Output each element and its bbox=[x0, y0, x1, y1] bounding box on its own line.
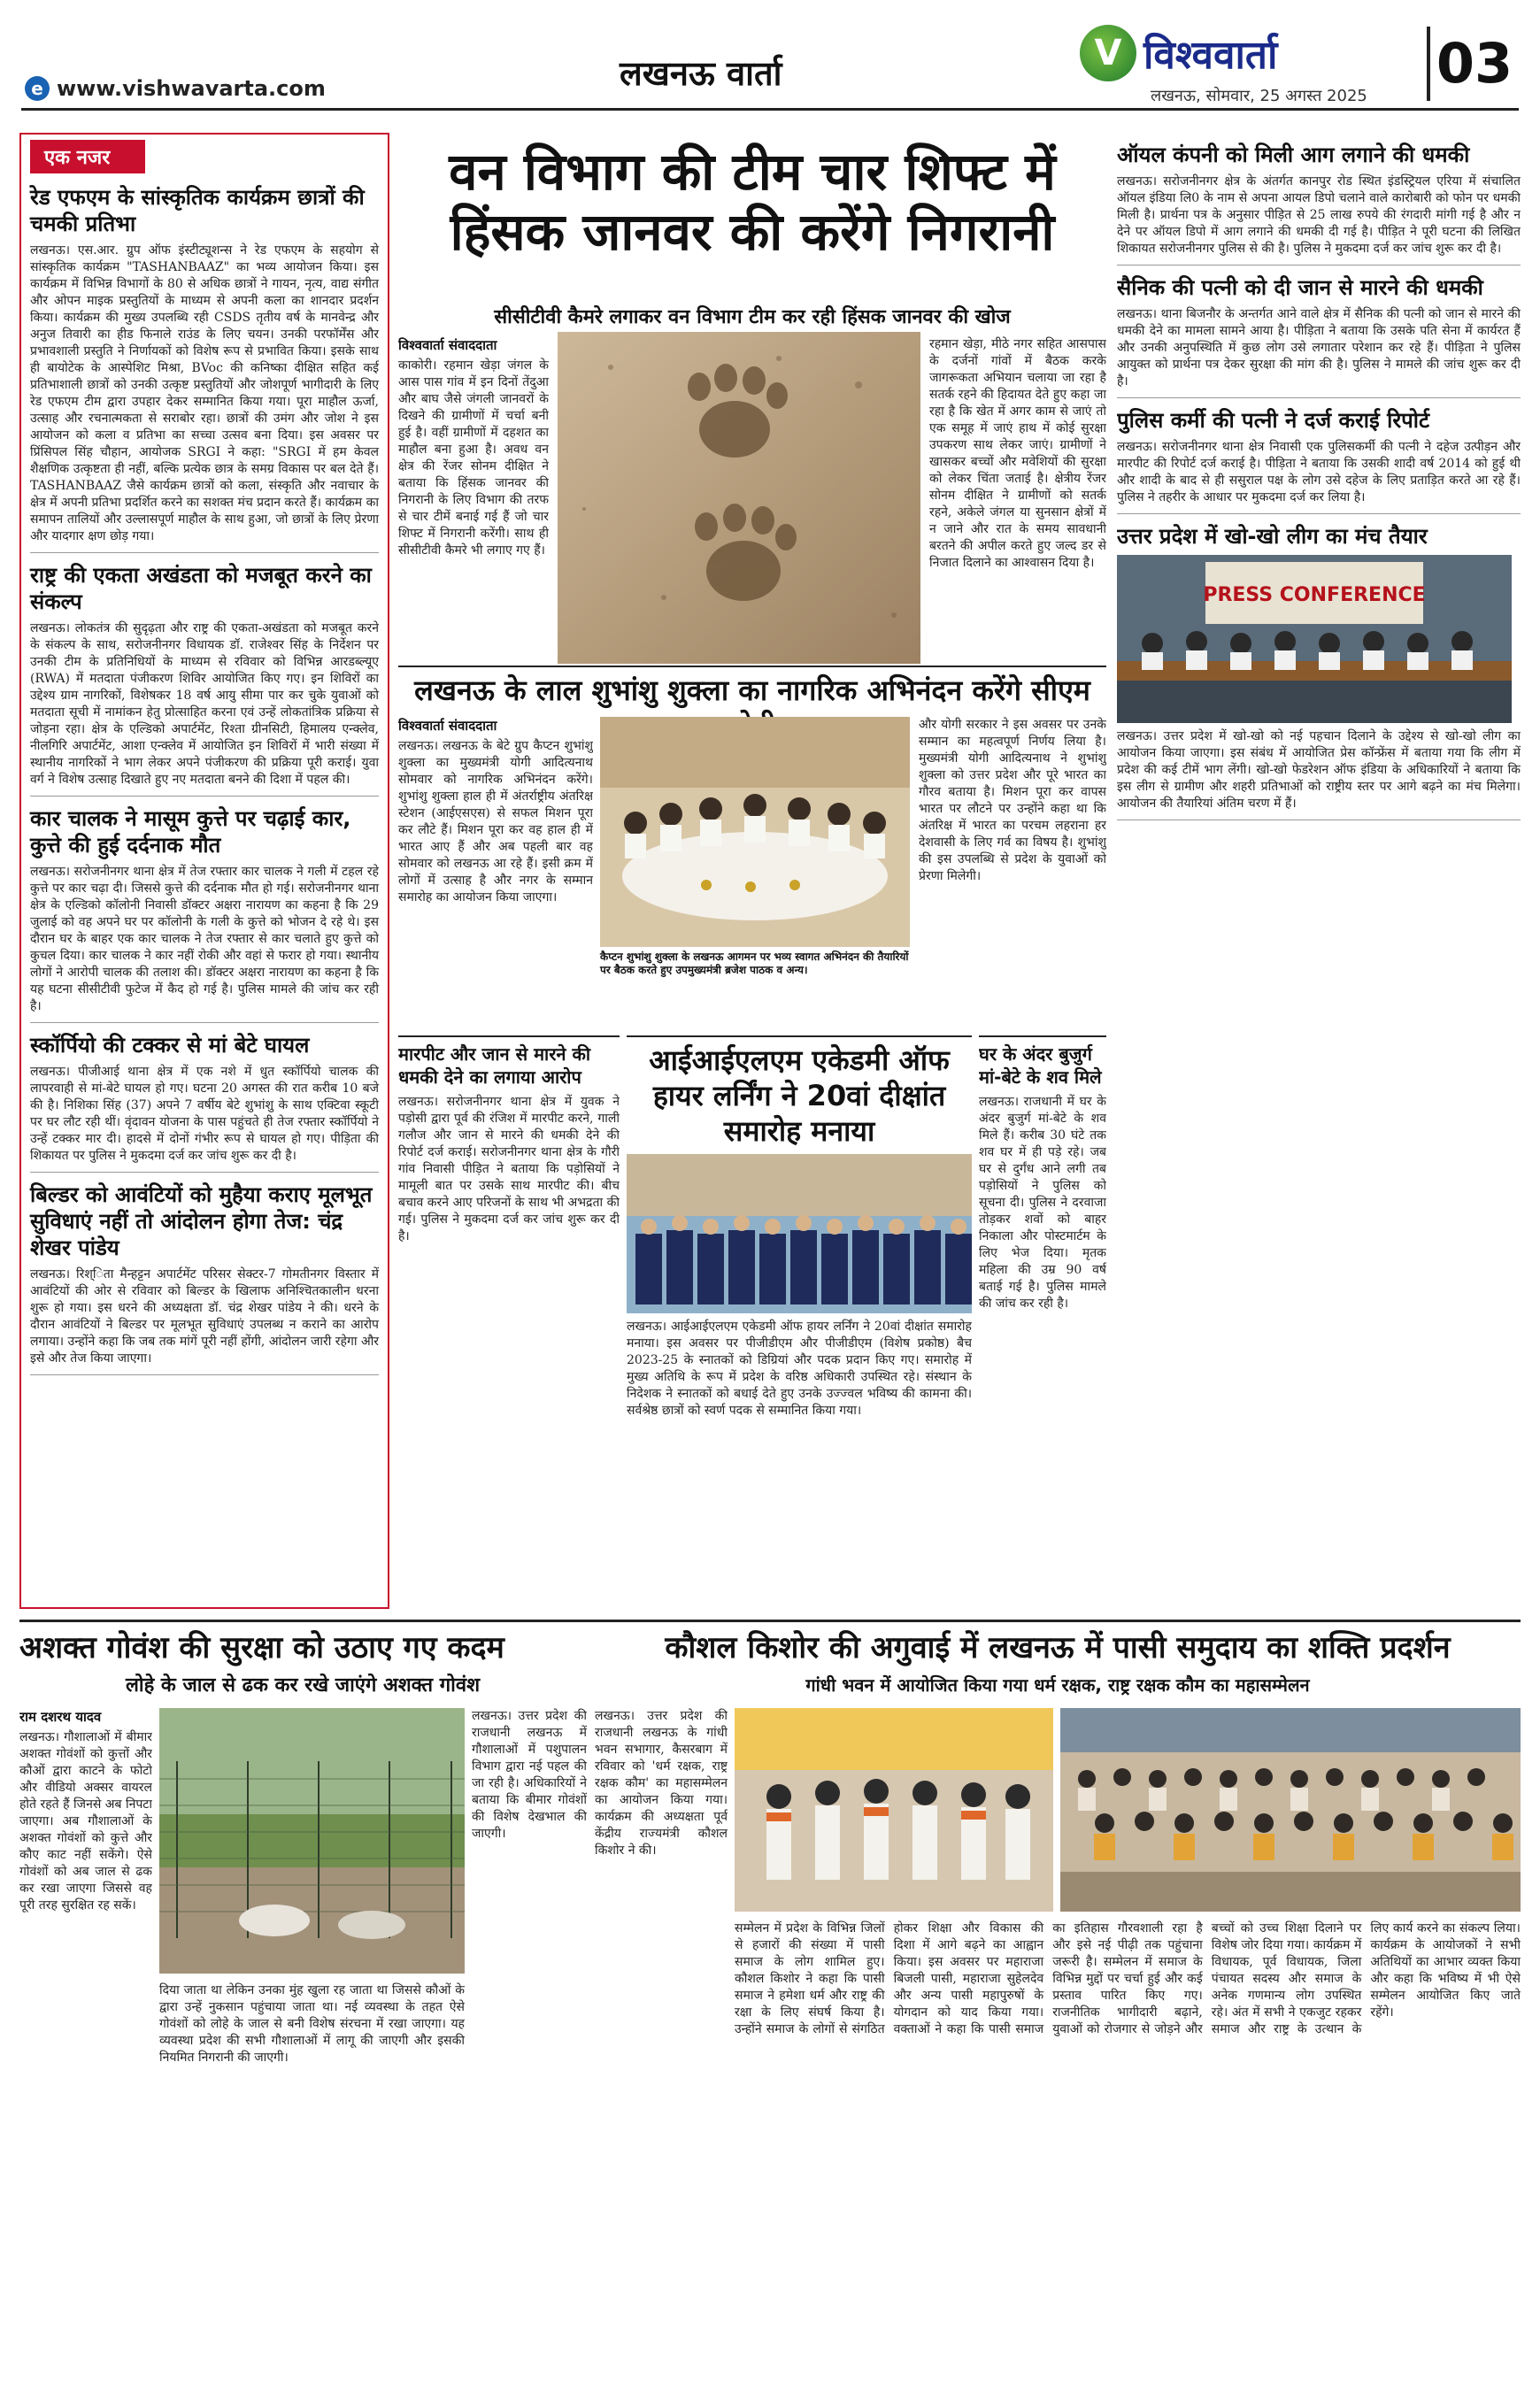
lead-subheadline: सीसीटीवी कैमरे लगाकर वन विभाग टीम कर रही हिंसक जानवर की खोज bbox=[494, 306, 1011, 328]
gauvansh-text-mid: दिया जाता था लेकिन उनका मुंह खुला रह जाता था जिससे कौओं के द्वारा उन्हें नुकसान पहुंचाया जाता था। नई व्यवस्था के तहत ऐसे गोवंशों को लोहे के जाल से बनी विशेष संरचना में रखा जाएगा। यह व्यवस्था प्रदेश की सभी गौशालाओं में लागू की जाएगी और इसकी नियमित निगरानी की जाएगी। bbox=[159, 1983, 465, 2065]
meeting-caption: कैप्टन शुभांशु शुक्ला के लखनऊ आगमन पर भव्य स्वागत अभिनंदन की तैयारियों पर बैठक करते हुए उपमुख्यमंत्री ब्रजेश पाठक व अन्य। bbox=[600, 950, 909, 976]
dateline: लखनऊ, सोमवार, 25 अगस्त 2025 bbox=[1151, 87, 1367, 105]
masthead-rule bbox=[21, 108, 1519, 111]
press-conference-photo bbox=[1117, 555, 1512, 723]
ek-nazar-column bbox=[19, 133, 389, 1609]
pugmark-image bbox=[558, 332, 920, 664]
brief-headline: कार चालक ने मासूम कुत्ते पर चढ़ाई कार, कुत्ते की हुई दर्दनाक मौत bbox=[30, 806, 351, 858]
gauvansh-body-right bbox=[472, 1708, 587, 2389]
site-url-text[interactable]: www.vishwavarta.com bbox=[57, 76, 326, 101]
cow-shelter-image bbox=[159, 1708, 465, 1974]
brief-body: लखनऊ। एस.आर. ग्रुप ऑफ इंस्टीट्यूशन्स ने रेड एफएम के सहयोग से सांस्कृतिक कार्यक्रम "TASHANBAAZ" का भव्य आयोजन किया। इस कार्यक्रम में विभिन्न विभागों के 80 से अधिक छात्रों ने गायन, नृत्य, वाद्य संगीत और ओपन माइक प्रस्तुतियों के माध्यम से अपनी कला का शानदार प्रदर्शन किया। कार्यक्रम की मुख्य उपलब्धि रही CSDS तृतीय वर्ष के मानवेन्द्र और अनुज तिवारी का हीड फिनाले राउंड के लिए चयन। उनकी परफॉर्मेंस और प्रभावशाली प्रस्तुति ने निर्णायकों को विशेष रूप से प्रभावित किया। इसके साथ ही बायोटेक के आस्पेशिट मिश्रा, BVoc की कनिष्का दीक्षित सहित कई प्रतिभाशाली छात्रों को उनकी उत्कृष्ट प्रस्तुतियों और जोशपूर्ण भागीदारी के लिए रेड एफएम टीम द्वारा उपहार देकर सम्मानित किया गया। पूरा माहौल ऊर्जा, उत्साह और रचनात्मकता से सराबोर रहा। छात्रों की उमंग और जोश ने इस आयोजन को कला व प्रतिभा का सच्चा उत्सव बना दिया। इस अवसर पर प्रिंसिपल सिंह चौहान, आयोजक SRGI ने कहा: "SRGI में हम केवल शैक्षणिक उत्कृष्टता ही नहीं, बल्कि प्रत्येक छात्र के समग्र विकास पर बल देते हैं। TASHANBAAZ जैसे कार्यक्रम छात्रों को कला, संस्कृति और नवाचार के क्षेत्र में अपनी प्रतिभा प्रदर्शित करने का सशक्त मंच प्रदान करते हैं। कार्यक्रम का समापन तालियों और उल्लासपूर्ण माहौल के साथ हुआ, जो छात्रों के लिए प्रेरणा और यादगार क्षण छोड़ गया। bbox=[30, 243, 379, 543]
gauvansh-text-right: लखनऊ। उत्तर प्रदेश की राजधानी लखनऊ में गौशालाओं में पशुपालन विभाग द्वारा नई पहल की जा रही है। अधिकारियों ने बताया कि बीमार गोवंशों की विशेष देखभाल की जाएगी। bbox=[472, 1709, 587, 1841]
brief-rashtra bbox=[30, 562, 379, 796]
brief-body: लखनऊ। सरोजनीनगर थाना क्षेत्र में तेज रफ्तार कार चालक ने गली में टहल रहे कुत्ते पर कार चढ़ा दी। जिससे कुत्ते की दर्दनाक मौत हो गई। सरोजनीनगर थाना क्षेत्र के एल्डिको कॉलोनी निवासी डॉक्टर अक्षरा नारायण का कहना है कि 29 जुलाई को वह अपने घर पर कॉलोनी के गली के कुत्ते को भोजन दे रहे थे। इस दौरान घर के बाहर एक कार चालक ने तेज रफ्तार से कार चलाते हुए कुत्ते को कुचल दिया। कार चालक ने कार नहीं रोकी और वहां से फरार हो गया। स्थानीय लोगों ने आरोपी चालक की तलाश की। डॉक्टर अक्षरा नारायण का कहना है कि यह घटना सीसीटीवी फुटेज में कैद हो गई है। पुलिस मामले की जांच कर रही है। bbox=[30, 865, 379, 1013]
story-headline: सैनिक की पत्नी को दी जान से मारने की धमकी bbox=[1117, 275, 1483, 300]
pasi-stage-photo bbox=[735, 1708, 1053, 1912]
iilm-headline: आईआईएलएम एकेडमी ऑफ हायर लर्निंग ने 20वां दीक्षांत समारोह मनाया bbox=[649, 1043, 950, 1148]
brief-redfm bbox=[30, 184, 379, 553]
site-url[interactable] bbox=[25, 76, 326, 101]
browser-e-icon: e bbox=[25, 76, 50, 101]
lead-text-left: काकोरी। रहमान खेड़ा जंगल के आस पास गांव में इन दिनों तेंदुआ और बाघ जैसे जंगली जानवरों के दिखने की ग्रामीणों में चर्चा बनी हुई है। वहीं ग्रामीणों में दहशत का माहौल बना हुआ है। अवध वन क्षेत्र की रेंजर सोनम दीक्षित ने बताया कि हिंसक जानवर की निगरानी के लिए विभाग की तरफ से चार टीमें बनाई गई हैं जो चार शिफ्ट में निगरानी करेंगी। साथ ही सीसीटीवी कैमरे भी लगाए गए हैं। bbox=[398, 358, 549, 558]
pasi-text-left: लखनऊ। उत्तर प्रदेश की राजधानी लखनऊ के गांधी भवन सभागार, कैसरबाग में रविवार को 'धर्म रक्षक, राष्ट्र रक्षक कौम' का महासम्मेलन का आयोजन किया गया। कार्यक्रम की अध्यक्षता पूर्व केंद्रीय राज्यमंत्री कौशल किशोर ने की। bbox=[595, 1709, 728, 1858]
maarpeet-body: लखनऊ। सरोजनीनगर थाना क्षेत्र में युवक ने पड़ोसी द्वारा पूर्व की रंजिश में मारपीट करने, गाली गलौज और जान से मारने की धमकी देने की रिपोर्ट दर्ज कराई। सरोजनीनगर थाना क्षेत्र के गौरी गांव निवासी पीड़ित ने बताया कि पड़ोसियों ने मामूली बात पर उसके साथ मारपीट की। बीच बचाव करने आए परिजनों के साथ भी अभद्रता की गई। पुलिस ने मुकदमा दर्ज कर जांच शुरू कर दी है। bbox=[398, 1095, 620, 1243]
page-number: 03 bbox=[1427, 27, 1519, 101]
gauvansh-body-mid bbox=[159, 1982, 465, 2389]
ek-nazar-tag: एक नजर bbox=[30, 140, 145, 173]
shubhanshu-body-left bbox=[398, 717, 593, 1027]
gauvansh-body-left bbox=[19, 1708, 152, 2389]
pasi-body-columns bbox=[735, 1920, 1521, 2389]
logo bbox=[1080, 25, 1277, 81]
story-body: लखनऊ। उत्तर प्रदेश में खो-खो को नई पहचान दिलाने के उद्देश्य से खो-खो लीग का आयोजन किया जाएगा। इस संबंध में आयोजित प्रेस कॉन्फ्रेंस में बताया गया कि लीग में प्रदेश की कई टीमें भाग लेंगी। खो-खो फेडरेशन ऑफ इंडिया के अधिकारियों ने बताया कि इस लीग से ग्रामीण और शहरी प्रतिभाओं को राष्ट्रीय स्तर पर आगे बढ़ने का मंच मिलेगा। आयोजन की तैयारियां अंतिम चरण में हैं। bbox=[1117, 729, 1521, 811]
maarpeet-headline: मारपीट और जान से मारने की धमकी देने का लगाया आरोप bbox=[398, 1043, 590, 1088]
section-title: लखनऊ वार्ता bbox=[620, 54, 782, 93]
iilm-body: लखनऊ। आईआईएलएम एकेडमी ऑफ हायर लर्निंग ने 20वां दीक्षांत समारोह मनाया। इस अवसर पर पीजीडीएम और पीजीडीएम (विशेष प्रकोष्ठ) बैच 2023-25 के स्नातकों को डिग्रियां और पदक प्रदान किए गए। समारोह में मुख्य अतिथि के रूप में प्रदेश के वरिष्ठ अधिकारी उपस्थित रहे। संस्थान के निदेशक ने स्नातकों को बधाई देते हुए उनके उज्ज्वल भविष्य की कामना की। सर्वश्रेष्ठ छात्रों को स्वर्ण पदक से सम्मानित किया गया। bbox=[627, 1320, 972, 1418]
story-headline: उत्तर प्रदेश में खो-खो लीग का मंच तैयार bbox=[1117, 524, 1428, 549]
shubhanshu-headline: लखनऊ के लाल शुभांशु शुक्ला का नागरिक अभिनंदन करेंगे सीएम bbox=[414, 673, 1090, 707]
ghar-story bbox=[979, 1035, 1106, 1611]
iilm-story bbox=[627, 1035, 972, 1611]
story-body: लखनऊ। थाना बिजनौर के अन्तर्गत आने वाले क्षेत्र में सैनिक की पत्नी को जान से मारने की धमकी देने का मामला सामने आया है। पीड़िता ने बताया कि उसके पति सेना में कार्यरत हैं और उनकी अनुपस्थिति में कुछ लोग उसे लगातार परेशान कर रहे हैं। पीड़िता ने पुलिस आयुक्त को प्रार्थना पत्र देकर सुरक्षा की मांग की है। पुलिस ने मामले की जांच शुरू कर दी है। bbox=[1117, 307, 1521, 389]
gauvansh-byline: राम दशरथ यादव bbox=[19, 1709, 102, 1725]
story-kho-kho bbox=[1117, 523, 1521, 820]
pasi-crowd-image bbox=[1060, 1708, 1521, 1912]
story-headline: ऑयल कंपनी को मिली आग लगाने की धमकी bbox=[1117, 142, 1470, 167]
right-column bbox=[1117, 142, 1521, 829]
brief-car-dog bbox=[30, 805, 379, 1023]
lead-body-left bbox=[398, 336, 549, 664]
brief-body: लखनऊ। रिश्िता मैन्हट्टन अपार्टमेंट परिसर सेक्टर-7 गोमतीनगर विस्तार में आवंटियों की ओर से रविवार को बिल्डर के खिलाफ अनिश्चितकालीन धरना शुरू हो गया। इस धरने की अध्यक्षता डॉ. चंद्र शेखर पांडेय ने की। धरने के दौरान आवंटियों ने बिल्डर पर मूलभूत सुविधाएं उपलब्ध न कराने का आरोप लगाया। उन्होंने कहा कि जब तक मांगें पूरी नहीं होंगी, आंदोलन जारी रहेगा और इसे और तेज किया जाएगा। bbox=[30, 1267, 379, 1366]
brief-headline: बिल्डर को आवंटियों को मुहैया कराए मूलभूत सुविधाएं नहीं तो आंदोलन होगा तेज: चंद्र शेखर पांडेय bbox=[30, 1182, 373, 1260]
brief-headline: रेड एफएम के सांस्कृतिक कार्यक्रम छात्रों की चमकी प्रतिभा bbox=[30, 185, 365, 236]
ghar-headline: घर के अंदर बुजुर्ग मां-बेटे के शव मिले bbox=[979, 1043, 1102, 1088]
brief-builder bbox=[30, 1181, 379, 1375]
logo-v-icon: V bbox=[1080, 25, 1136, 81]
gauvansh-text-left: लखनऊ। गौशालाओं में बीमार अशक्त गोवंशों को कुत्तों और कौओं द्वारा काटने के फोटो और वीडियो अक्सर वायरल होते रहते हैं जिनसे अब निपटा जाएगा। अब गौशालाओं के अशक्त गोवंशों को कुत्ते और कौए काट नहीं सकेंगे। ऐसे गोवंशों को अब जाल से ढक कर रखा जाएगा जिससे वह पूरी तरह सुरक्षित रह सकें। bbox=[19, 1730, 152, 1912]
story-sainik bbox=[1117, 274, 1521, 398]
pugmark-photo bbox=[558, 332, 920, 664]
shubhanshu-story bbox=[398, 666, 1106, 1028]
cow-shelter-photo bbox=[159, 1708, 465, 1974]
lead-body-right bbox=[929, 336, 1106, 664]
gauvansh-subheadline: लोहे के जाल से ढक कर रखे जाएंगे अशक्त गोवंश bbox=[125, 1674, 481, 1697]
ghar-body: लखनऊ। राजधानी में घर के अंदर बुजुर्ग मां-बेटे के शव मिले हैं। करीब 30 घंटे तक शव घर में ही पड़े रहे। जब घर से दुर्गंध आने लगी तब पड़ोसियों ने पुलिस को सूचना दी। पुलिस ने दरवाजा तोड़कर शवों को बाहर निकाला और पोस्टमार्टम के लिए भेज दिया। मृतक महिला की उम्र 90 वर्ष बताई गई है। पुलिस मामले की जांच कर रही है। bbox=[979, 1095, 1106, 1311]
lead-byline: विश्ववार्ता संवाददाता bbox=[398, 337, 497, 353]
convocation-image bbox=[627, 1154, 972, 1313]
press-conference-image bbox=[1117, 555, 1512, 723]
meeting-photo bbox=[600, 717, 910, 947]
meeting-image bbox=[600, 717, 910, 947]
pasi-stage-image bbox=[735, 1708, 1053, 1912]
masthead bbox=[0, 0, 1540, 117]
pasi-body-left bbox=[595, 1708, 728, 2389]
brief-headline: राष्ट्र की एकता अखंडता को मजबूत करने का संकल्प bbox=[30, 563, 372, 614]
pasi-headline: कौशल किशोर की अगुवाई में लखनऊ में पासी समुदाय का शक्ति प्रदर्शन bbox=[665, 1630, 1451, 1666]
convocation-photo bbox=[627, 1154, 972, 1313]
pasi-crowd-photo bbox=[1060, 1708, 1521, 1912]
pasi-subheadline: गांधी भवन में आयोजित किया गया धर्म रक्षक, राष्ट्र रक्षक कौम का महासम्मेलन bbox=[805, 1674, 1310, 1696]
story-body: लखनऊ। सरोजनीनगर थाना क्षेत्र निवासी एक पुलिसकर्मी की पत्नी ने दहेज उत्पीड़न और मारपीट की रिपोर्ट दर्ज कराई है। पीड़िता ने बताया कि उसकी शादी वर्ष 2014 को हुई थी और शादी के बाद से ही ससुराल पक्ष के लोग उसे दहेज के लिए प्रताड़ित करते आ रहे हैं। पुलिस ने तहरीर के आधार पर मुकदमा दर्ज कर लिया है। bbox=[1117, 440, 1521, 504]
shubhanshu-text-right: और योगी सरकार ने इस अवसर पर उनके सम्मान का महत्वपूर्ण निर्णय लिया है। मुख्यमंत्री योगी आदित्यनाथ ने शुभांशु शुक्ला को उत्तर प्रदेश और पूरे भारत का गौरव बताया है। मिशन पूरा कर वापस भारत पर लौटने पर उन्होंने कहा था कि अंतरिक्ष में भारत का परचम लहराना हर देशवासी के लिए गर्व का विषय है। शुभांशु की इस उपलब्धि से प्रदेश के युवाओं को प्रेरणा मिलेगी। bbox=[919, 718, 1106, 883]
shubhanshu-byline: विश्ववार्ता संवाददाता bbox=[398, 718, 497, 734]
story-headline: पुलिस कर्मी की पत्नी ने दर्ज कराई रिपोर्ट bbox=[1117, 408, 1430, 433]
brief-headline: स्कॉर्पियो की टक्कर से मां बेटे घायल bbox=[30, 1033, 310, 1058]
story-police-wife bbox=[1117, 407, 1521, 514]
logo-text: विश्ववार्ता bbox=[1143, 33, 1278, 78]
lead-text-right: रहमान खेड़ा, मीठे नगर सहित आसपास के दर्जनों गांवों में बैठक करके जागरूकता अभियान चलाया जा रहा है सतर्क रहने की हिदायत देते हुए कहा जा रहा है कि खेत में अगर काम से जाएं तो एक समूह में जाएं हाथ में कोई सुरक्षा उपकरण साथ लेकर जाएं। ग्रामीणों ने खासकर बच्चों और मवेशियों की सुरक्षा को लेकर चिंता जताई है। क्षेत्रीय रेंजर सोनम दीक्षित ने ग्रामीणों को सतर्क रहने, अकेले जंगल या सुनसान क्षेत्रों में न जाने और रात के समय सावधानी बरतने की अपील करते हुए जल्द डर से निजात दिलाने का आश्वासन दिया है। bbox=[929, 337, 1106, 570]
brief-body: लखनऊ। पीजीआई थाना क्षेत्र में एक नशे में धुत स्कॉर्पियो चालक की लापरवाही से मां-बेटे घायल हो गए। घटना 20 अगस्त की रात करीब 10 बजे की है। निशिका सिंह (37) अपने 7 वर्षीय बेटे शुभांशु के साथ एक्टिवा स्कूटी पर घर लौट रही थीं। वृंदावन योजना के पास पहुंचते ही तेज रफ्तार स्कॉर्पियो ने उन्हें टक्कर मार दी। हादसे में दोनों गंभीर रूप से घायल हो गए। पीड़िता की शिकायत पर पुलिस ने मुकदमा दर्ज कर जांच शुरू कर दी है। bbox=[30, 1065, 379, 1163]
pasi-text-columns: सम्मेलन में प्रदेश के विभिन्न जिलों से हजारों की संख्या में पासी समाज के लोग शामिल हुए। कौशल किशोर ने कहा कि पासी समाज ने हमेशा धर्म और राष्ट्र की रक्षा के लिए संघर्ष किया है। उन्होंने समाज के लोगों से संगठित होकर शिक्षा और विकास की दिशा में आगे बढ़ने का आह्वान किया। इस अवसर पर महाराजा बिजली पासी, महाराजा सुहेलदेव और अन्य पासी महापुरुषों के योगदान को याद किया गया। वक्ताओं ने कहा कि पासी समाज का इतिहास गौरवशाली रहा है और इसे नई पीढ़ी तक पहुंचाना जरूरी है। सम्मेलन में समाज के विभिन्न मुद्दों पर चर्चा हुई और कई प्रस्ताव पारित किए गए। राजनीतिक भागीदारी बढ़ाने, युवाओं को रोजगार से जोड़ने और बच्चों को उच्च शिक्षा दिलाने पर विशेष जोर दिया गया। कार्यक्रम में विधायक, पूर्व विधायक, जिला पंचायत सदस्य और समाज के अनेक गणमान्य लोग उपस्थित रहे। अंत में सभी ने एकजुट रहकर समाज और राष्ट्र के उत्थान के लिए कार्य करने का संकल्प लिया। कार्यक्रम के आयोजकों ने सभी अतिथियों का आभार व्यक्त किया और कहा कि भविष्य में भी ऐसे सम्मेलन आयोजित किए जाते रहेंगे। bbox=[735, 1921, 1521, 2036]
shubhanshu-body-right bbox=[919, 717, 1106, 1027]
shubhanshu-text-left: लखनऊ। लखनऊ के बेटे ग्रुप कैप्टन शुभांशु शुक्ला का मुख्यमंत्री योगी आदित्यनाथ सोमवार को नागरिक अभिनंदन करेंगे। शुभांशु शुक्ला हाल ही में अंतर्राष्ट्रीय अंतरिक्ष स्टेशन (आईएसएस) से सफल मिशन पूरा कर लौटे हैं। मिशन पूरा कर वह हाल ही में भारत आए हैं और अब पहली बार वह सोमवार को लखनऊ आ रहे हैं। इसी क्रम में लोगों में उत्साह है और नगर के सम्मान समारोह का आयोजन किया जाएगा। bbox=[398, 739, 593, 904]
brief-scorpio bbox=[30, 1032, 379, 1173]
brief-body: लखनऊ। लोकतंत्र की सुदृढ़ता और राष्ट्र की एकता-अखंडता को मजबूत करने के संकल्प के साथ, सरोजनीनगर विधायक डॉ. राजेश्वर सिंह के निर्देशन पर उनकी टीम के प्रतिनिधियों के माध्यम से रविवार को विभिन्न आरडब्ल्यूए (RWA) में मतदाता पंजीकरण शिविर आयोजित किए गए। इन शिविरों का उद्देश्य ग्राम नागरिकों, विशेषकर 18 वर्ष आयु सीमा पार कर चुके युवाओं को मतदाता सूची में नामांकन हेतु प्रोत्साहित करना एवं उन्हें लोकतांत्रिक प्रक्रिया से जोड़ना रहा। क्षेत्र के एल्डिको अपार्टमेंट, रिश्ता ग्रीनसिटी, हिमालय एन्क्लेव, नीलगिरि अपार्टमेंट, आशा एन्क्लेव में आयोजित इन शिविरों में भारी संख्या में स्थानीय नागरिकों ने भाग लेकर अपने पंजीकरण की प्रक्रिया पूरी कराई। युवा वर्ग ने विशेष उत्साह दिखाते हुए नए मतदाता बनने की दिशा में पहल की। bbox=[30, 621, 379, 787]
maarpeet-story bbox=[398, 1035, 620, 1611]
lead-headline: वन विभाग की टीम चार शिफ्ट में हिंसक जानवर की करेंगे निगरानी bbox=[449, 142, 1056, 262]
bottom-band-rule bbox=[19, 1620, 1521, 1622]
press-banner-text: PRESS CONFERENCE bbox=[1203, 584, 1426, 606]
story-body: लखनऊ। सरोजनीनगर क्षेत्र के अंतर्गत कानपुर रोड स्थित इंडस्ट्रियल एरिया में संचालित ऑयल इंडिया लि0 के नाम से अपना आयल डिपो चलाने वाले कारोबारी को फोन पर धमकी मिली है। प्रार्थना पत्र के अनुसार पीड़ित से 25 लाख रुपये की रंगदारी मांगी गई है और न देने पर ऑयल डिपो में आग लगाने की धमकी दी गई है। पीड़ित ने पूरी घटना की लिखित शिकायत सरोजनीनगर पुलिस से की है। पुलिस ने मुकदमा दर्ज कर जांच शुरू कर दी है। bbox=[1117, 174, 1521, 256]
gauvansh-headline: अशक्त गोवंश की सुरक्षा को उठाए गए कदम bbox=[19, 1630, 504, 1666]
story-oil-company bbox=[1117, 142, 1521, 265]
